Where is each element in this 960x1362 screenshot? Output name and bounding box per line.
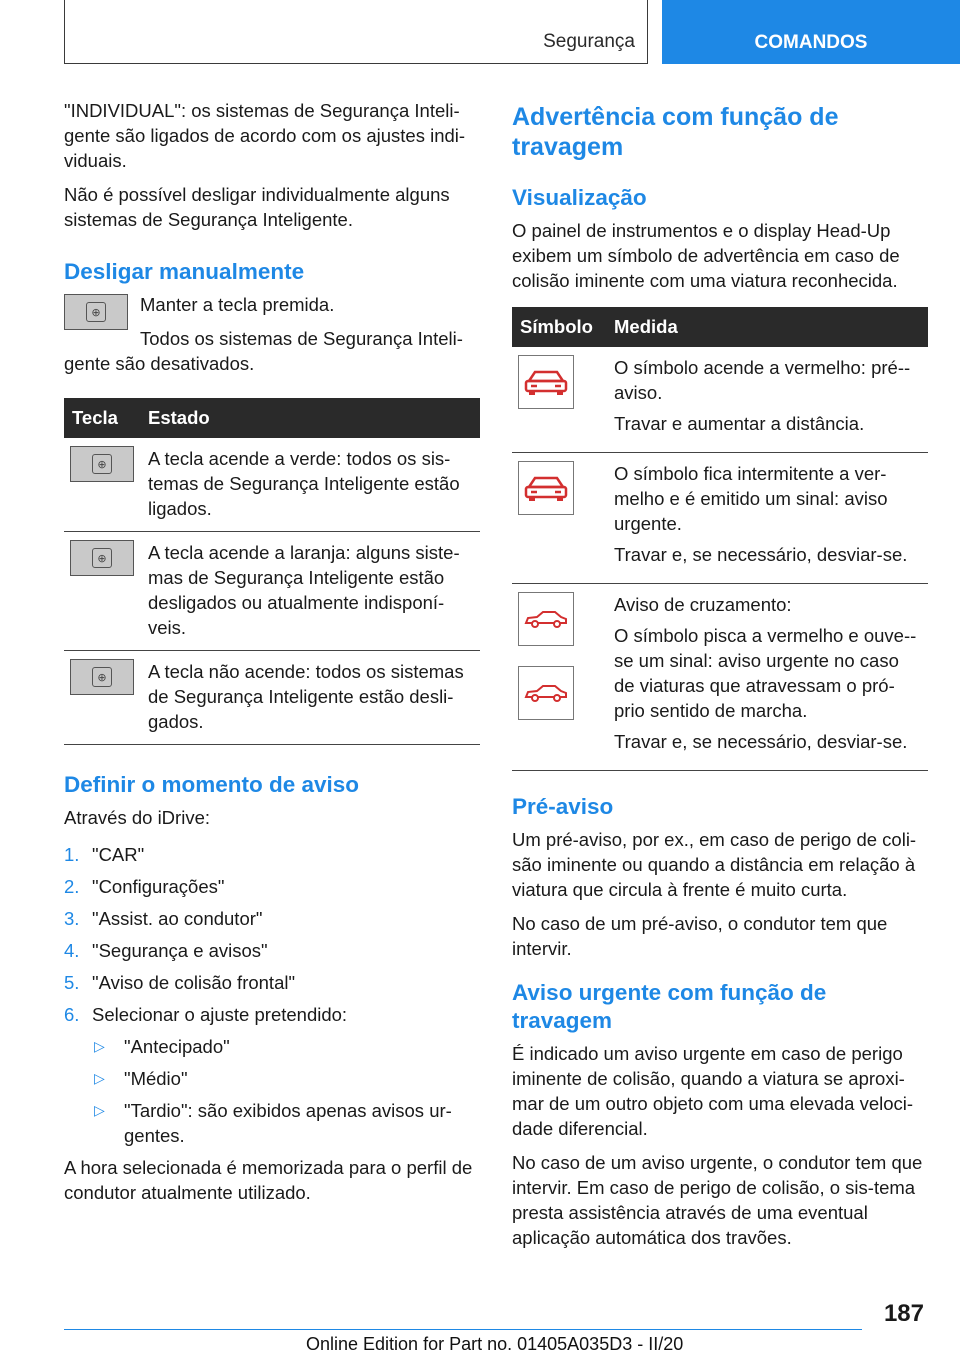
heading-manual: Desligar manualmente: [64, 259, 305, 284]
safety-button-icon: ⊕: [70, 446, 134, 482]
table-row: [512, 453, 928, 584]
section-title-brake-warning: Advertência com função de travagem: [512, 103, 839, 161]
table-row: [512, 347, 928, 453]
paragraph: É indicado um aviso urgente em caso de perigo iminente de colisão, quando a viatura se aproxi-mar de um outro objeto com uma elevada veloci-dade diferencial.: [512, 1043, 914, 1139]
list-item: 3. "Assist. ao condutor": [64, 908, 263, 929]
table-cell: O símbolo acende a vermelho: pré--aviso. Travar e aumentar a distância.: [606, 347, 928, 453]
right-column: [512, 98, 928, 1259]
safety-button-icon: ⊕: [70, 659, 134, 695]
table-cell: A tecla não acende: todos os sistemas de Segurança Inteligente estão desli-gados.: [140, 651, 480, 745]
paragraph: O painel de instrumentos e o display Head-Up exibem um símbolo de advertência em caso de colisão iminente com uma viatura reconhecida.: [512, 220, 900, 291]
heading-display: Visualização: [512, 185, 647, 210]
table-header: Medida: [606, 307, 928, 347]
table-cell: Aviso de cruzamento: O símbolo pisca a vermelho e ouve--se um sinal: aviso urgente no caso de viaturas que atravessam o pró-prio sentido de marcha. Travar e, se necessário, desviar-se.: [606, 584, 928, 771]
list-item: ▷ "Médio": [94, 1068, 188, 1089]
safety-button-icon: ⊕: [64, 294, 128, 330]
table-row: [64, 532, 480, 651]
car-front-warning-icon: [518, 461, 574, 515]
heading-urgent: Aviso urgente com função de travagem: [512, 980, 827, 1033]
step-list: [64, 842, 480, 1027]
header-section-box: [64, 0, 648, 64]
table-cell: O símbolo fica intermitente a ver-melho e é emitido um sinal: aviso urgente. Travar e, se necessário, desviar-se.: [606, 453, 928, 584]
paragraph: Todos os sistemas de Segurança Inteli-gente são desativados.: [64, 328, 463, 374]
list-item: 4. "Segurança e avisos": [64, 940, 268, 961]
car-side-warning-icon: [518, 666, 574, 720]
paragraph: No caso de um aviso urgente, o condutor tem que intervir. Em caso de perigo de colisão, o sis-tema presta assistência através de uma eventual aplicação automática dos travões.: [512, 1152, 923, 1248]
table-cell: A tecla acende a laranja: alguns siste-mas de Segurança Inteligente estão desligados ou atualmente indisponí-veis.: [140, 532, 480, 651]
triangle-bullet-icon: ▷: [94, 1102, 105, 1118]
car-side-warning-icon: [518, 592, 574, 646]
footer-divider: [64, 1329, 862, 1330]
paragraph: Através do iDrive:: [64, 807, 210, 828]
list-item: 2. "Configurações": [64, 876, 225, 897]
table-row: [64, 438, 480, 532]
chapter-tab[interactable]: [662, 0, 960, 64]
list-item: 6. Selecionar o ajuste pretendido:: [64, 1004, 348, 1025]
list-item: 5. "Aviso de colisão frontal": [64, 972, 296, 993]
table-row: [512, 584, 928, 771]
page-number: 187: [883, 1300, 924, 1327]
symbol-table: [512, 307, 928, 771]
paragraph: A hora selecionada é memorizada para o perfil de condutor atualmente utilizado.: [64, 1157, 473, 1203]
list-item: ▷ "Tardio": são exibidos apenas avisos ur-gentes.: [94, 1100, 452, 1146]
section-title: Segurança: [543, 31, 635, 52]
heading-prewarn: Pré-aviso: [512, 794, 614, 819]
chapter-tab-label: COMANDOS: [754, 32, 868, 53]
triangle-bullet-icon: ▷: [94, 1070, 105, 1086]
paragraph: No caso de um pré-aviso, o condutor tem que intervir.: [512, 913, 888, 959]
heading-warn-time: Definir o momento de aviso: [64, 772, 360, 797]
paragraph: Manter a tecla premida.: [140, 294, 335, 315]
table-row: [64, 651, 480, 745]
manual-instruction: [64, 292, 480, 330]
table-header: Tecla: [64, 398, 140, 438]
option-list: [92, 1034, 480, 1148]
paragraph: Não é possível desligar individualmente alguns sistemas de Segurança Inteligente.: [64, 184, 450, 230]
list-item: 1. "CAR": [64, 844, 145, 865]
triangle-bullet-icon: ▷: [94, 1038, 105, 1054]
key-status-table: [64, 398, 480, 745]
table-cell: A tecla acende a verde: todos os sis-temas de Segurança Inteligente estão ligados.: [140, 438, 480, 532]
safety-button-icon: ⊕: [70, 540, 134, 576]
table-header: Estado: [140, 398, 480, 438]
car-front-warning-icon: [518, 355, 574, 409]
left-column: [64, 98, 480, 1214]
paragraph: "INDIVIDUAL": os sistemas de Segurança Inteli-gente são ligados de acordo com os ajustes indi-viduais.: [64, 100, 466, 171]
table-header: Símbolo: [512, 307, 606, 347]
footer-edition: Online Edition for Part no. 01405A035D3 - II/20: [306, 1334, 684, 1354]
paragraph: Um pré-aviso, por ex., em caso de perigo de coli-são iminente ou quando a distância em relação à viatura que circula à frente é muito curta.: [512, 829, 917, 900]
list-item: ▷ "Antecipado": [94, 1036, 230, 1057]
